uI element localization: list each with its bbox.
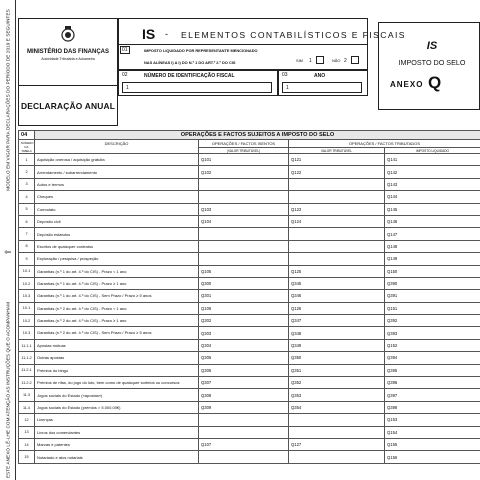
tax-amount-field[interactable]: Q144 bbox=[385, 191, 480, 203]
row-description: Apostas mútuas bbox=[35, 339, 199, 351]
row-line-number: 11.2.1 bbox=[19, 364, 35, 376]
col-taxed-value-header: VALOR TRIBUTÁVEL bbox=[289, 148, 385, 154]
tax-amount-field[interactable]: Q153 bbox=[385, 414, 480, 426]
exempt-value-field bbox=[199, 414, 289, 426]
tax-amount-field[interactable]: Q390 bbox=[385, 277, 480, 289]
exempt-value-field[interactable]: Q308 bbox=[199, 389, 289, 401]
exempt-value-field[interactable]: Q301 bbox=[199, 290, 289, 302]
exempt-value-field[interactable]: Q303 bbox=[199, 327, 289, 339]
tax-amount-field[interactable]: Q152 bbox=[385, 339, 480, 351]
tax-amount-field[interactable]: Q149 bbox=[385, 253, 480, 265]
arrow-icon: ⇧ bbox=[3, 248, 13, 256]
table-row bbox=[19, 401, 480, 413]
row-description: Prémios de rifas, do jogo do loto, bem como de quaisquer sorteios ou concursos bbox=[35, 377, 199, 389]
col-exempt-header: OPERAÇÕES / FACTOS ISENTOS bbox=[199, 140, 289, 148]
table-row bbox=[19, 240, 480, 252]
operations-table bbox=[18, 130, 480, 464]
row-description: Garantias (n.º 1 do art. 4.º do CIS) - Prazo ≥ 1 ano bbox=[35, 277, 199, 289]
exempt-value-field[interactable]: Q101 bbox=[199, 154, 289, 166]
table-row bbox=[19, 178, 480, 190]
taxable-value-field bbox=[289, 253, 385, 265]
row-line-number: 9 bbox=[19, 253, 35, 265]
row-description: Exploração / pesquisa / prospeção bbox=[35, 253, 199, 265]
row-line-number: 1 bbox=[19, 154, 35, 166]
exempt-value-field bbox=[199, 240, 289, 252]
table-row bbox=[19, 215, 480, 227]
row-line-number: 15 bbox=[19, 451, 35, 463]
table-row bbox=[19, 302, 480, 314]
exempt-value-field[interactable]: Q304 bbox=[199, 339, 289, 351]
table-row bbox=[19, 203, 480, 215]
table-row bbox=[19, 414, 480, 426]
row-description: Outras apostas bbox=[35, 352, 199, 364]
tax-amount-field[interactable]: Q393 bbox=[385, 327, 480, 339]
sim-label: SIM bbox=[296, 58, 303, 63]
row-line-number: 3 bbox=[19, 178, 35, 190]
row-description: Escritos de quaisquer contratos bbox=[35, 240, 199, 252]
taxable-value-field[interactable]: Q346 bbox=[289, 290, 385, 302]
taxable-value-field[interactable]: Q349 bbox=[289, 339, 385, 351]
row-description: Livros dos comerciantes bbox=[35, 426, 199, 438]
table-row bbox=[19, 389, 480, 401]
taxable-value-field[interactable]: Q126 bbox=[289, 302, 385, 314]
row-line-number: 13 bbox=[19, 426, 35, 438]
row-description: Prémios do bingo bbox=[35, 364, 199, 376]
taxable-value-field bbox=[289, 228, 385, 240]
taxable-value-field bbox=[289, 240, 385, 252]
field-01-number: 01 bbox=[122, 47, 128, 53]
taxable-value-field[interactable]: Q348 bbox=[289, 327, 385, 339]
tax-amount-field[interactable]: Q150 bbox=[385, 265, 480, 277]
taxable-value-field[interactable]: Q350 bbox=[289, 352, 385, 364]
taxable-value-field[interactable]: Q354 bbox=[289, 401, 385, 413]
field-03-label: ANO bbox=[314, 73, 326, 79]
exempt-value-field bbox=[199, 253, 289, 265]
exempt-value-field[interactable]: Q105 bbox=[199, 265, 289, 277]
anexo-label: ANEXO bbox=[390, 80, 424, 89]
tax-amount-field[interactable]: Q155 bbox=[385, 438, 480, 450]
tax-amount-field[interactable]: Q392 bbox=[385, 315, 480, 327]
exempt-value-field bbox=[199, 451, 289, 463]
row-line-number: 10.2 bbox=[19, 315, 35, 327]
tax-amount-field[interactable]: Q147 bbox=[385, 228, 480, 240]
table-row bbox=[19, 451, 480, 463]
exempt-value-field[interactable]: Q102 bbox=[199, 166, 289, 178]
row-line-number: 5 bbox=[19, 203, 35, 215]
field-03-number: 03 bbox=[282, 72, 288, 78]
row-line-number: 11.4 bbox=[19, 401, 35, 413]
table-row bbox=[19, 315, 480, 327]
row-description: Autos e termos bbox=[35, 178, 199, 190]
row-line-number: 10.3 bbox=[19, 290, 35, 302]
title-dash: - bbox=[165, 29, 168, 39]
appendix-note: ESTE ANEXO LÊ-LHE COM ATENÇÃO AS INSTRUÇÕES QUE O ACOMPANHAM bbox=[5, 301, 11, 479]
row-line-number: 8 bbox=[19, 240, 35, 252]
tax-amount-field[interactable]: Q391 bbox=[385, 290, 480, 302]
side-margin bbox=[0, 0, 16, 480]
sim-number: 1 bbox=[309, 58, 312, 64]
row-line-number: 11.1.1 bbox=[19, 339, 35, 351]
row-description: Comodato bbox=[35, 203, 199, 215]
form-title: ELEMENTOS CONTABILÍSTICOS E FISCAIS bbox=[181, 30, 406, 40]
tax-amount-field[interactable]: Q395 bbox=[385, 364, 480, 376]
row-description: Garantias (n.º 2 do art. 4.º do CIS) - Prazo < 1 ano bbox=[35, 302, 199, 314]
table-row bbox=[19, 253, 480, 265]
table-row bbox=[19, 339, 480, 351]
exempt-value-field[interactable]: Q300 bbox=[199, 277, 289, 289]
tax-amount-field[interactable]: Q145 bbox=[385, 203, 480, 215]
exempt-value-field bbox=[199, 228, 289, 240]
taxable-value-field[interactable]: Q123 bbox=[289, 203, 385, 215]
exempt-value-field bbox=[199, 426, 289, 438]
ministry-block bbox=[18, 18, 118, 126]
taxable-value-field[interactable]: Q122 bbox=[289, 166, 385, 178]
field-02-label: NÚMERO DE IDENTIFICAÇÃO FISCAL bbox=[144, 73, 235, 79]
tax-amount-field[interactable]: Q148 bbox=[385, 240, 480, 252]
authority-name: Autoridade Tributária e Aduaneira bbox=[41, 57, 95, 61]
taxable-value-field[interactable]: Q353 bbox=[289, 389, 385, 401]
taxable-value-field[interactable]: Q127 bbox=[289, 438, 385, 450]
row-line-number: 11.3 bbox=[19, 389, 35, 401]
row-description: Licenças bbox=[35, 414, 199, 426]
row-line-number: 12 bbox=[19, 414, 35, 426]
row-description: Garantias (n.º 1 do art. 4.º do CIS) - Prazo < 1 ano bbox=[35, 265, 199, 277]
row-description: Marcas e patentes bbox=[35, 438, 199, 450]
row-description: Depósito estatutos bbox=[35, 228, 199, 240]
exempt-value-field bbox=[199, 178, 289, 190]
table-row bbox=[19, 426, 480, 438]
sim-checkbox[interactable] bbox=[316, 56, 324, 64]
col-desc-header: DESCRIÇÃO bbox=[35, 140, 199, 154]
exempt-value-field[interactable]: Q306 bbox=[199, 364, 289, 376]
tax-amount-field[interactable]: Q141 bbox=[385, 154, 480, 166]
row-line-number: 7 bbox=[19, 228, 35, 240]
exempt-value-field[interactable]: Q307 bbox=[199, 377, 289, 389]
row-description: Garantias (n.º 2 do art. 4.º do CIS) - Prazo ≥ 1 ano bbox=[35, 315, 199, 327]
taxable-value-field[interactable]: Q124 bbox=[289, 215, 385, 227]
col-taxed-header: OPERAÇÕES / FACTOS TRIBUTADOS bbox=[289, 140, 480, 148]
row-description: Depósito civil bbox=[35, 215, 199, 227]
taxable-value-field[interactable]: Q125 bbox=[289, 265, 385, 277]
tax-amount-field[interactable]: Q398 bbox=[385, 401, 480, 413]
table-row bbox=[19, 228, 480, 240]
exempt-value-field[interactable]: Q305 bbox=[199, 352, 289, 364]
exempt-value-field[interactable]: Q302 bbox=[199, 315, 289, 327]
section-number: 04 bbox=[19, 131, 35, 140]
col-exempt-subheader: (VALOR TRIBUTÁVEL) bbox=[199, 148, 289, 154]
table-row bbox=[19, 166, 480, 178]
table-row bbox=[19, 290, 480, 302]
year-box-number: 1 bbox=[286, 85, 289, 91]
table-body bbox=[19, 154, 480, 464]
table-row bbox=[19, 154, 480, 166]
row-line-number: 10.2 bbox=[19, 277, 35, 289]
taxable-value-field[interactable]: Q121 bbox=[289, 154, 385, 166]
nif-box-number: 1 bbox=[126, 85, 129, 91]
row-line-number: 10.1 bbox=[19, 302, 35, 314]
tax-amount-field[interactable]: Q396 bbox=[385, 377, 480, 389]
row-description: Aquisição onerosa / aquisição gratuita bbox=[35, 154, 199, 166]
nif-input[interactable] bbox=[122, 82, 272, 93]
taxable-value-field[interactable]: Q345 bbox=[289, 277, 385, 289]
field-02-number: 02 bbox=[122, 72, 128, 78]
table-row bbox=[19, 438, 480, 450]
row-line-number: 14 bbox=[19, 438, 35, 450]
anexo-letter: Q bbox=[428, 73, 442, 92]
table-row bbox=[19, 277, 480, 289]
table-row bbox=[19, 352, 480, 364]
declaration-title: DECLARAÇÃO ANUAL bbox=[20, 101, 116, 111]
exempt-value-field[interactable]: Q309 bbox=[199, 401, 289, 413]
row-line-number: 2 bbox=[19, 166, 35, 178]
row-description: Jogos sociais do Estado («apostas») bbox=[35, 389, 199, 401]
form-code: IS bbox=[142, 26, 156, 42]
row-description: Garantias (n.º 1 do art. 4.º do CIS) - Sem Prazo / Prazo ≥ 5 anos bbox=[35, 290, 199, 302]
tax-amount-field[interactable]: Q142 bbox=[385, 166, 480, 178]
row-description: Cheques bbox=[35, 191, 199, 203]
year-input[interactable] bbox=[282, 82, 362, 93]
col-line-header: NÚMERO DA TABELA bbox=[19, 140, 35, 154]
table-row bbox=[19, 364, 480, 376]
exempt-value-field[interactable]: Q107 bbox=[199, 438, 289, 450]
table-row bbox=[19, 377, 480, 389]
form bbox=[18, 18, 480, 480]
table-row bbox=[19, 327, 480, 339]
row-description: Garantias (n.º 2 do art. 4.º do CIS) - Sem Prazo / Prazo ≥ 5 anos bbox=[35, 327, 199, 339]
taxable-value-field bbox=[289, 178, 385, 190]
row-line-number: 11.1.2 bbox=[19, 352, 35, 364]
taxable-value-field bbox=[289, 426, 385, 438]
nao-checkbox[interactable] bbox=[351, 56, 359, 64]
table-row bbox=[19, 265, 480, 277]
tax-amount-field[interactable]: Q146 bbox=[385, 215, 480, 227]
model-note: MODELO EM VIGOR PARA DECLARAÇÕES DO PERÍODO DE 2019 E SEGUINTES bbox=[5, 9, 11, 191]
taxable-value-field[interactable]: Q351 bbox=[289, 364, 385, 376]
table-row bbox=[19, 191, 480, 203]
row-line-number: 4 bbox=[19, 191, 35, 203]
tax-amount-field[interactable]: Q394 bbox=[385, 352, 480, 364]
tax-amount-field[interactable]: Q143 bbox=[385, 178, 480, 190]
row-line-number: 6 bbox=[19, 215, 35, 227]
ministry-name: MINISTÉRIO DAS FINANÇAS bbox=[26, 49, 109, 55]
tax-amount-field[interactable]: Q397 bbox=[385, 389, 480, 401]
exempt-value-field[interactable]: Q106 bbox=[199, 302, 289, 314]
exempt-value-field[interactable]: Q104 bbox=[199, 215, 289, 227]
row-line-number: 10.1 bbox=[19, 265, 35, 277]
row-description: Jogos sociais do Estado (prémios > 5.000,00€) bbox=[35, 401, 199, 413]
row-description: Notariado e atos notariais bbox=[35, 451, 199, 463]
section-title: OPERAÇÕES E FACTOS SUJEITOS A IMPOSTO DO SELO bbox=[35, 131, 480, 140]
tax-code: IS bbox=[426, 40, 438, 52]
tax-amount-field[interactable]: Q156 bbox=[385, 451, 480, 463]
taxable-value-field[interactable]: Q347 bbox=[289, 315, 385, 327]
nao-number: 2 bbox=[344, 58, 347, 64]
row-description: Arrendamento / subarrendamento bbox=[35, 166, 199, 178]
row-line-number: 11.2.2 bbox=[19, 377, 35, 389]
tax-amount-field[interactable]: Q154 bbox=[385, 426, 480, 438]
col-taxed-tax-header: IMPOSTO LIQUIDADO bbox=[385, 148, 480, 154]
taxable-value-field bbox=[289, 451, 385, 463]
tax-name: IMPOSTO DO SELO bbox=[398, 58, 466, 67]
row-line-number: 10.3 bbox=[19, 327, 35, 339]
taxable-value-field[interactable]: Q352 bbox=[289, 377, 385, 389]
tax-amount-field[interactable]: Q151 bbox=[385, 302, 480, 314]
taxable-value-field bbox=[289, 414, 385, 426]
coat-of-arms-icon bbox=[59, 25, 77, 43]
exempt-value-field bbox=[199, 191, 289, 203]
taxable-value-field bbox=[289, 191, 385, 203]
nao-label: NÃO bbox=[332, 58, 341, 63]
field-01-sublabel: NAS ALÍNEAS I) A I) DO N.º 1 DO ART.º 2.º DO CIS bbox=[144, 60, 236, 65]
field-01-label: IMPOSTO LIQUIDADO POR REPRESENTANTE MENCIONADO bbox=[144, 48, 258, 53]
exempt-value-field[interactable]: Q103 bbox=[199, 203, 289, 215]
